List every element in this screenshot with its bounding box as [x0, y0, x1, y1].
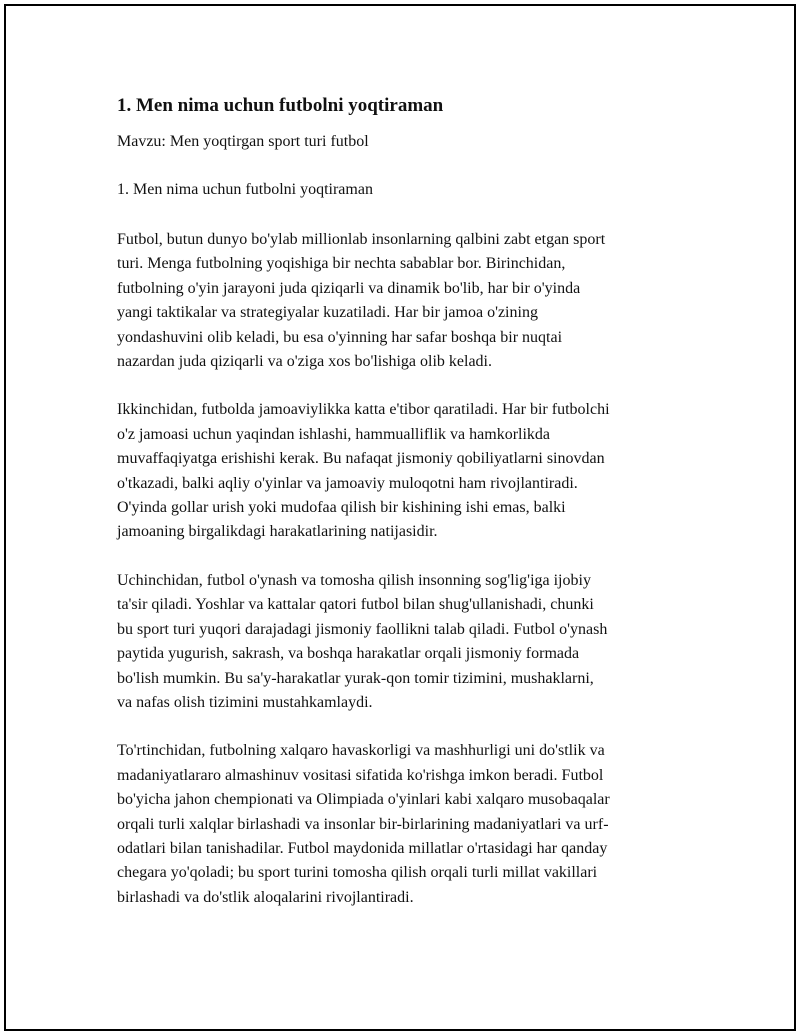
paragraph-line: turi. Menga futbolning yoqishiga bir nechta sabablar bor. Birinchidan,	[117, 255, 566, 273]
paragraph-line: bu sport turi yuqori darajadagi jismoniy faollikni talab qiladi. Futbol o'ynash	[117, 620, 608, 638]
paragraph-line: birlashadi va do'stlik aloqalarini rivojlantiradi.	[117, 888, 414, 906]
paragraph-line: yangi taktikalar va strategiyalar kuzatiladi. Har bir jamoa o'zining	[117, 304, 538, 322]
paragraph-line: Uchinchidan, futbol o'ynash va tomosha qilish insonning sog'lig'iga ijobiy	[117, 571, 591, 589]
document-heading: 1. Men nima uchun futbolni yoqtiraman	[117, 95, 444, 116]
paragraph-line: paytida yugurish, sakrash, va boshqa harakatlar orqali jismoniy formada	[117, 645, 580, 663]
paragraph-line: jamoaning birgalikdagi harakatlarining natijasidir.	[117, 523, 438, 541]
paragraph-line: madaniyatlararo almashinuv vositasi sifatida ko'rishga imkon beradi. Futbol	[117, 766, 604, 784]
paragraph-4	[117, 739, 687, 910]
paragraph-1	[117, 228, 687, 374]
paragraph-line: O'yinda gollar urish yoki mudofaa qilish bir kishining ishi emas, balki	[117, 499, 566, 517]
paragraph-line: To'rtinchidan, futbolning xalqaro havaskorligi va mashhurligi uni do'stlik va	[117, 742, 605, 760]
paragraph-line: yondashuvini olib keladi, bu esa o'yinning har safar boshqa bir nuqtai	[117, 328, 563, 346]
paragraph-2	[117, 398, 687, 544]
paragraph-line: Ikkinchidan, futbolda jamoaviylikka katta e'tibor qaratiladi. Har bir futbolchi	[117, 401, 610, 419]
paragraph-line: va nafas olish tizimini mustahkamlaydi.	[117, 693, 373, 711]
paragraph-line: muvaffaqiyatga erishishi kerak. Bu nafaqat jismoniy qobiliyatlarni sinovdan	[117, 450, 605, 468]
paragraph-line: odatlari bilan tanishadilar. Futbol maydonida millatlar o'rtasidagi har qanday	[117, 839, 608, 857]
document-body	[117, 92, 687, 910]
topic-line: Mavzu: Men yoqtirgan sport turi futbol	[117, 133, 369, 150]
paragraph-line: futbolning o'yin jarayoni juda qiziqarli va dinamik bo'lib, har bir o'yinda	[117, 279, 581, 297]
paragraph-line: o'tkazadi, balki aqliy o'yinlar va jamoaviy muloqotni ham rivojlantiradi.	[117, 474, 578, 492]
paragraph-line: Futbol, butun dunyo bo'ylab millionlab insonlarning qalbini zabt etgan sport	[117, 231, 606, 248]
paragraph-line: ta'sir qiladi. Yoshlar va kattalar qatori futbol bilan shug'ullanishadi, chunki	[117, 596, 594, 614]
paragraph-line: nazardan juda qiziqarli va o'ziga xos bo'lishiga olib keladi.	[117, 353, 492, 371]
paragraph-line: bo'lish mumkin. Bu sa'y-harakatlar yurak-qon tomir tizimini, mushaklarni,	[117, 669, 594, 687]
paragraph-line: orqali turli xalqlar birlashadi va insonlar bir-birlarining madaniyatlari va urf-	[117, 815, 609, 833]
paragraph-3	[117, 569, 687, 715]
subheading: 1. Men nima uchun futbolni yoqtiraman	[117, 181, 373, 198]
paragraph-line: bo'yicha jahon chempionati va Olimpiada o'yinlari kabi xalqaro musobaqalar	[117, 791, 610, 809]
paragraph-line: o'z jamoasi uchun yaqindan ishlashi, hammualliflik va hamkorlikda	[117, 425, 551, 443]
paragraph-line: chegara yo'qoladi; bu sport turini tomosha qilish orqali turli millat vakillari	[117, 864, 598, 882]
